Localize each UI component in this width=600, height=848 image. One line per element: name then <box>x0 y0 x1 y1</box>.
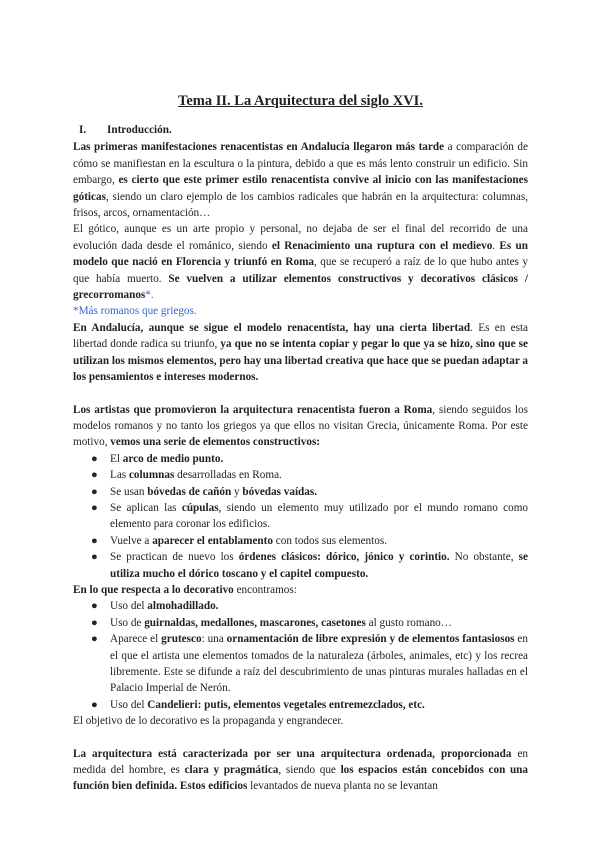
text-run: El <box>110 452 123 465</box>
bold-text-run: clara y pragmática <box>184 764 279 777</box>
text-run: . Es en esta libertad donde radica su triunfo, <box>73 321 529 351</box>
bullet-icon: ● <box>91 551 98 564</box>
bold-text-run: aparecer el entablamento <box>152 534 273 547</box>
bullet-icon: ● <box>91 534 98 547</box>
bold-text-run: columnas <box>128 469 175 482</box>
text-run: con todos sus elementos. <box>272 534 388 547</box>
text-run: levantados de nueva planta no se levantan <box>247 780 438 793</box>
bold-text-run: ornamentación de libre expresión y de elementos fantasiosos <box>226 633 515 646</box>
list-item <box>73 615 528 631</box>
bold-text-run: bóvedas vaídas. <box>242 485 318 498</box>
paragraph-6: El objetivo de lo decorativo es la propaganda y engrandecer. <box>73 715 344 728</box>
text-run: y <box>231 485 243 498</box>
bold-text-run: ya que no se intenta copiar y pegar lo que ya se hizo, sino que se utilizan los mismos elementos, pero hay una libertad creativa que hace que se puedan adaptar a los pensamientos e intereses modernos. <box>73 338 528 384</box>
bullet-icon: ● <box>91 633 98 646</box>
text-run: desarrolladas en Roma. <box>174 469 282 482</box>
list-item <box>73 533 528 549</box>
text-run: , siendo un elemento muy utilizado por el mundo romano como elemento para coronar los edificios. <box>110 501 528 531</box>
text-run: Uso del <box>110 698 148 711</box>
text-run: Se usan <box>110 485 148 498</box>
bold-text-run: cúpulas <box>181 501 219 514</box>
document-body <box>73 92 528 795</box>
text-run: Uso de <box>110 616 145 629</box>
bullet-icon: ● <box>91 616 98 629</box>
text-run: , que se recuperó a raíz de lo que hubo antes y que había muerto. <box>73 256 529 285</box>
bold-text-run: vemos una serie de elementos constructivos: <box>110 436 321 449</box>
text-run: encontramos: <box>233 583 297 596</box>
text-run: , siendo un claro ejemplo de los cambios radicales que habrán en la arquitectura: columnas, frisos, arcos, ornamentación… <box>73 190 528 220</box>
bold-text-run: los espacios están concebidos con una función bien definida. Estos edificios <box>73 764 528 793</box>
text-run: : una <box>201 633 227 646</box>
section-label: Introducción. <box>107 124 172 136</box>
list-item <box>73 467 528 483</box>
paragraph-1 <box>73 139 528 221</box>
bullet-icon: ● <box>91 485 98 498</box>
text-run: . <box>492 239 500 252</box>
bold-text-run: órdenes clásicos: dórico, jónico y corintio. <box>238 551 450 564</box>
bold-text-run: La arquitectura está caracterizada por ser una arquitectura ordenada, proporcionada <box>73 747 512 760</box>
bold-text-run: Los artistas que promovieron la arquitectura renacentista fueron a Roma <box>73 403 433 416</box>
text-run: Aparece el <box>110 633 162 646</box>
list-item <box>73 484 528 500</box>
bold-text-run: guirnaldas, medallones, mascarones, casetones <box>144 616 366 629</box>
text-run: No obstante, <box>449 551 519 564</box>
bullet-icon: ● <box>91 452 98 465</box>
text-run: Vuelve a <box>110 534 153 547</box>
bold-text-run: En Andalucía, aunque se sigue el modelo renacentista, hay una cierta libertad <box>73 321 471 334</box>
bullet-icon: ● <box>91 600 98 613</box>
text-run: *. <box>145 289 154 302</box>
list-item <box>73 500 528 533</box>
text-run: Se practican de nuevo los <box>110 551 239 564</box>
bold-text-run: el Renacimiento una ruptura con el medievo <box>271 239 493 252</box>
text-run: Uso del <box>110 600 148 613</box>
bold-text-run: Candelieri: putis, elementos vegetales entremezclados, etc. <box>147 698 425 711</box>
footnote-text: *Más romanos que griegos. <box>73 305 197 318</box>
section-heading <box>73 122 528 138</box>
text-run: en medida del hombre, es <box>73 747 529 777</box>
constructive-elements-list <box>73 451 528 582</box>
bullet-icon: ● <box>91 501 98 514</box>
spacer <box>73 386 528 402</box>
paragraph-5 <box>73 582 528 598</box>
page-title: Tema II. La Arquitectura del siglo XVI. <box>178 93 423 109</box>
text-run: , siendo que <box>278 764 341 777</box>
list-item <box>73 549 528 582</box>
text-run: Las <box>110 469 129 482</box>
list-item <box>73 451 528 467</box>
text-run: a comparación de cómo se manifiestan en la escultura o la pintura, debido a que es más lento construir un edificio. Sin embargo, <box>73 141 528 187</box>
bold-text-run: grutesco <box>161 633 202 646</box>
bold-text-run: Es un modelo que nació en Florencia y triunfó en Roma <box>73 239 528 269</box>
paragraph-3 <box>73 320 528 386</box>
paragraph-7 <box>73 746 528 795</box>
bullet-icon: ● <box>91 469 98 482</box>
list-item <box>73 598 528 614</box>
section-number: I. <box>79 124 87 136</box>
text-run: El gótico, aunque es un arte propio y personal, no dejaba de ser el final del recorrido de una evolución dada desde el románico, siendo <box>73 223 528 252</box>
text-run: , siendo seguidos los modelos romanos y no tanto los griegos ya que ellos no visitan Grecia, únicamente Roma. Por este motivo, <box>73 403 528 449</box>
text-run: al gusto romano… <box>365 616 452 629</box>
list-item <box>73 631 528 697</box>
decorative-elements-list <box>73 598 528 713</box>
text-run: Se aplican las <box>110 501 182 514</box>
list-item <box>73 697 528 713</box>
paragraph-2 <box>73 221 528 303</box>
spacer <box>73 730 528 746</box>
text-run: en el que el artista une elementos tomados de la naturaleza (árboles, animales, etc) y los recrea libremente. Este se difunde a raíz del descubrimiento de unas pinturas murales halladas en el Palacio Imperial de Nerón. <box>110 633 528 695</box>
bold-text-run: Las primeras manifestaciones renacentistas en Andalucía llegaron más tarde <box>73 141 445 154</box>
paragraph-4 <box>73 402 528 451</box>
bold-text-run: bóvedas de cañón <box>147 485 232 498</box>
bold-text-run: se utiliza mucho el dórico toscano y el capitel compuesto. <box>110 551 528 580</box>
bold-text-run: En lo que respecta a lo decorativo <box>73 583 234 596</box>
bold-text-run: arco de medio punto. <box>122 452 224 465</box>
bold-text-run: es cierto que este primer estilo renacentista convive al inicio con las manifestaciones góticas <box>73 174 528 203</box>
bold-text-run: Se vuelven a utilizar elementos constructivos y decorativos clásicos / grecorromanos <box>73 272 528 302</box>
bold-text-run: almohadillado. <box>147 600 219 613</box>
bullet-icon: ● <box>91 698 98 711</box>
